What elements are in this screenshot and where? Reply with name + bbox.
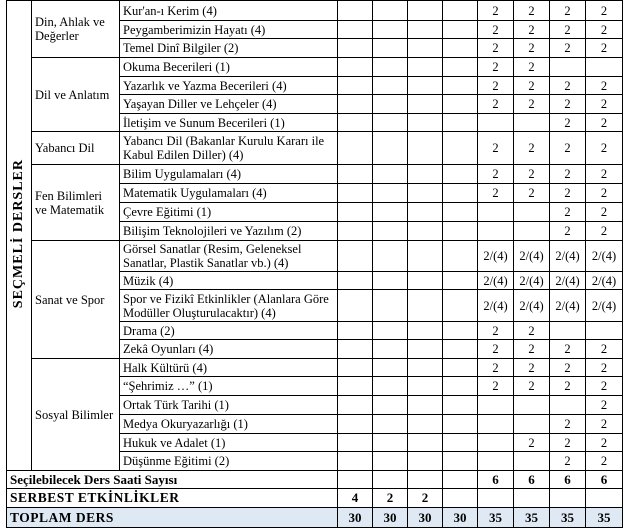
hours-cell: [338, 290, 373, 322]
hours-cell: [338, 272, 373, 290]
hours-cell: [408, 58, 443, 77]
hours-cell: [514, 222, 550, 241]
selectable-hours-label: Seçilebilecek Ders Saati Sayısı: [7, 471, 338, 489]
course-name: Ortak Türk Tarihi (1): [120, 396, 338, 415]
selectable-hours-cell: 6: [550, 471, 586, 489]
total-hours-cell: 30: [373, 508, 408, 528]
hours-cell: [443, 340, 478, 359]
course-name: Peygamberimizin Hayatı (4): [120, 21, 338, 39]
hours-cell: 2: [586, 77, 623, 95]
hours-cell: [443, 114, 478, 132]
hours-cell: 2/(4): [550, 290, 586, 322]
hours-cell: [514, 452, 550, 471]
hours-cell: [408, 377, 443, 396]
hours-cell: [338, 359, 373, 377]
course-name: Temel Dinî Bilgiler (2): [120, 39, 338, 58]
hours-cell: 2: [586, 21, 623, 39]
hours-cell: 2: [514, 359, 550, 377]
hours-cell: [408, 340, 443, 359]
hours-cell: 2: [550, 452, 586, 471]
hours-cell: 2: [550, 77, 586, 95]
hours-cell: 2: [550, 132, 586, 165]
hours-cell: [514, 396, 550, 415]
hours-cell: [338, 396, 373, 415]
hours-cell: [338, 39, 373, 58]
course-name: Düşünme Eğitimi (2): [120, 452, 338, 471]
hours-cell: [478, 114, 514, 132]
hours-cell: [408, 272, 443, 290]
selectable-hours-cell: 6: [478, 471, 514, 489]
hours-cell: 2/(4): [586, 241, 623, 272]
hours-cell: [373, 39, 408, 58]
hours-cell: 2: [550, 415, 586, 434]
course-name: İletişim ve Sunum Becerileri (1): [120, 114, 338, 132]
hours-cell: 2: [514, 58, 550, 77]
hours-cell: 2: [514, 95, 550, 114]
total-hours-cell: 35: [550, 508, 586, 528]
hours-cell: 2: [478, 39, 514, 58]
section-label-text: SEÇMELİ DERSLER: [11, 159, 26, 309]
hours-cell: 2/(4): [586, 290, 623, 322]
hours-cell: [373, 377, 408, 396]
free-activities-cell: [478, 489, 514, 508]
hours-cell: 2/(4): [514, 272, 550, 290]
hours-cell: [478, 396, 514, 415]
hours-cell: 2/(4): [478, 272, 514, 290]
hours-cell: [408, 203, 443, 222]
hours-cell: [443, 203, 478, 222]
hours-cell: 2/(4): [514, 241, 550, 272]
hours-cell: [373, 359, 408, 377]
hours-cell: [408, 396, 443, 415]
hours-cell: 2: [550, 114, 586, 132]
hours-cell: [443, 322, 478, 340]
hours-cell: 2/(4): [514, 290, 550, 322]
hours-cell: 2: [586, 184, 623, 203]
selectable-hours-cell: [408, 471, 443, 489]
hours-cell: [408, 39, 443, 58]
course-row: [7, 359, 623, 377]
hours-cell: 2: [478, 132, 514, 165]
course-name: Drama (2): [120, 322, 338, 340]
area-label: Fen Bilimleri ve Matematik: [32, 165, 120, 241]
hours-cell: 2: [550, 1, 586, 21]
hours-cell: 2: [514, 340, 550, 359]
hours-cell: [373, 415, 408, 434]
hours-cell: [373, 203, 408, 222]
hours-cell: 2: [478, 184, 514, 203]
hours-cell: [408, 21, 443, 39]
hours-cell: 2: [586, 222, 623, 241]
hours-cell: 2: [514, 132, 550, 165]
table-body: [7, 1, 623, 528]
hours-cell: [586, 322, 623, 340]
hours-cell: [514, 203, 550, 222]
hours-cell: [478, 222, 514, 241]
hours-cell: [338, 114, 373, 132]
hours-cell: [373, 165, 408, 184]
hours-cell: 2: [514, 377, 550, 396]
course-row: [7, 165, 623, 184]
hours-cell: [586, 58, 623, 77]
selectable-hours-cell: 6: [514, 471, 550, 489]
hours-cell: 2: [550, 184, 586, 203]
hours-cell: [443, 452, 478, 471]
total-hours-cell: 30: [338, 508, 373, 528]
hours-cell: [373, 77, 408, 95]
free-activities-cell: [586, 489, 623, 508]
hours-cell: 2: [550, 434, 586, 452]
curriculum-table: [6, 0, 623, 528]
hours-cell: [373, 132, 408, 165]
hours-cell: [373, 184, 408, 203]
hours-cell: 2: [550, 222, 586, 241]
hours-cell: [443, 77, 478, 95]
hours-cell: 2: [586, 434, 623, 452]
hours-cell: [373, 95, 408, 114]
hours-cell: 2: [514, 77, 550, 95]
hours-cell: 2: [586, 165, 623, 184]
hours-cell: 2: [478, 359, 514, 377]
free-activities-cell: [514, 489, 550, 508]
hours-cell: [443, 95, 478, 114]
hours-cell: [373, 396, 408, 415]
course-row: [7, 58, 623, 77]
hours-cell: [338, 241, 373, 272]
hours-cell: [514, 114, 550, 132]
course-name: Okuma Becerileri (1): [120, 58, 338, 77]
hours-cell: 2: [550, 39, 586, 58]
selectable-hours-cell: [338, 471, 373, 489]
hours-cell: [408, 165, 443, 184]
hours-cell: [443, 396, 478, 415]
total-hours-cell: 35: [586, 508, 623, 528]
hours-cell: [338, 415, 373, 434]
hours-cell: 2: [478, 322, 514, 340]
hours-cell: 2: [550, 359, 586, 377]
total-hours-label: TOPLAM DERS: [7, 508, 338, 528]
hours-cell: 2: [514, 39, 550, 58]
hours-cell: 2: [550, 21, 586, 39]
hours-cell: [408, 359, 443, 377]
hours-cell: [443, 165, 478, 184]
course-name: Bilim Uygulamaları (4): [120, 165, 338, 184]
course-name: Matematik Uygulamaları (4): [120, 184, 338, 203]
hours-cell: 2/(4): [478, 290, 514, 322]
selectable-hours-cell: [443, 471, 478, 489]
hours-cell: 2: [478, 58, 514, 77]
hours-cell: [443, 377, 478, 396]
course-name: Hukuk ve Adalet (1): [120, 434, 338, 452]
hours-cell: [408, 434, 443, 452]
course-name: Halk Kültürü (4): [120, 359, 338, 377]
hours-cell: 2: [478, 377, 514, 396]
free-activities-cell: 2: [408, 489, 443, 508]
free-activities-row: [7, 489, 623, 508]
hours-cell: [408, 114, 443, 132]
hours-cell: 2: [586, 452, 623, 471]
hours-cell: 2: [478, 165, 514, 184]
hours-cell: [373, 114, 408, 132]
hours-cell: [338, 58, 373, 77]
hours-cell: [373, 272, 408, 290]
hours-cell: [338, 165, 373, 184]
course-name: Görsel Sanatlar (Resim, Geleneksel Sanatlar, Plastik Sanatlar vb.) (4): [120, 241, 338, 272]
course-name: Yazarlık ve Yazma Becerileri (4): [120, 77, 338, 95]
hours-cell: [408, 241, 443, 272]
free-activities-cell: [550, 489, 586, 508]
hours-cell: 2: [586, 203, 623, 222]
free-activities-cell: 4: [338, 489, 373, 508]
hours-cell: [373, 222, 408, 241]
hours-cell: [338, 184, 373, 203]
hours-cell: 2: [478, 340, 514, 359]
selectable-hours-cell: 6: [586, 471, 623, 489]
area-label: Yabancı Dil: [32, 132, 120, 165]
hours-cell: [550, 322, 586, 340]
hours-cell: [338, 95, 373, 114]
hours-cell: 2: [478, 95, 514, 114]
hours-cell: 2: [586, 132, 623, 165]
hours-cell: [373, 21, 408, 39]
hours-cell: [373, 58, 408, 77]
hours-cell: 2: [550, 340, 586, 359]
hours-cell: 2: [586, 415, 623, 434]
hours-cell: [443, 290, 478, 322]
course-row: [7, 241, 623, 272]
hours-cell: [373, 452, 408, 471]
hours-cell: [373, 322, 408, 340]
free-activities-cell: [443, 489, 478, 508]
total-hours-cell: 30: [408, 508, 443, 528]
hours-cell: [443, 415, 478, 434]
course-name: Müzik (4): [120, 272, 338, 290]
hours-cell: [373, 340, 408, 359]
course-name: “Şehrimiz …” (1): [120, 377, 338, 396]
hours-cell: [478, 415, 514, 434]
hours-cell: [443, 272, 478, 290]
hours-cell: 2: [514, 322, 550, 340]
total-hours-cell: 30: [443, 508, 478, 528]
hours-cell: [338, 340, 373, 359]
hours-cell: [408, 222, 443, 241]
hours-cell: 2: [586, 377, 623, 396]
hours-cell: [338, 77, 373, 95]
hours-cell: [443, 1, 478, 21]
hours-cell: [408, 132, 443, 165]
hours-cell: [443, 184, 478, 203]
hours-cell: [338, 452, 373, 471]
hours-cell: [338, 322, 373, 340]
hours-cell: [478, 203, 514, 222]
hours-cell: 2: [586, 359, 623, 377]
selectable-hours-row: [7, 471, 623, 489]
hours-cell: [373, 290, 408, 322]
hours-cell: [408, 322, 443, 340]
hours-cell: 2/(4): [478, 241, 514, 272]
area-label: Din, Ahlak ve Değerler: [32, 1, 120, 58]
hours-cell: [408, 95, 443, 114]
course-name: Bilişim Teknolojileri ve Yazılım (2): [120, 222, 338, 241]
hours-cell: [443, 132, 478, 165]
hours-cell: [443, 359, 478, 377]
total-hours-cell: 35: [478, 508, 514, 528]
hours-cell: [338, 132, 373, 165]
course-name: Yaşayan Diller ve Lehçeler (4): [120, 95, 338, 114]
hours-cell: 2: [514, 165, 550, 184]
hours-cell: 2: [586, 396, 623, 415]
hours-cell: 2: [478, 1, 514, 21]
hours-cell: [338, 434, 373, 452]
free-activities-label: SERBEST ETKİNLİKLER: [7, 489, 338, 508]
total-hours-row: [7, 508, 623, 528]
course-name: Zekâ Oyunları (4): [120, 340, 338, 359]
hours-cell: 2: [586, 114, 623, 132]
course-name: Kur'an-ı Kerim (4): [120, 1, 338, 21]
hours-cell: [373, 1, 408, 21]
hours-cell: [443, 21, 478, 39]
hours-cell: [408, 452, 443, 471]
course-name: Spor ve Fizikî Etkinlikler (Alanlara Göre Modüller Oluşturulacaktır) (4): [120, 290, 338, 322]
course-name: Çevre Eğitimi (1): [120, 203, 338, 222]
hours-cell: [373, 241, 408, 272]
area-label: Sanat ve Spor: [32, 241, 120, 359]
hours-cell: 2/(4): [586, 272, 623, 290]
hours-cell: [443, 39, 478, 58]
hours-cell: [408, 77, 443, 95]
hours-cell: 2: [478, 77, 514, 95]
hours-cell: [408, 415, 443, 434]
hours-cell: [338, 1, 373, 21]
hours-cell: [443, 434, 478, 452]
selectable-hours-cell: [373, 471, 408, 489]
hours-cell: [550, 396, 586, 415]
hours-cell: 2: [586, 340, 623, 359]
hours-cell: 2: [586, 95, 623, 114]
hours-cell: [408, 290, 443, 322]
hours-cell: 2: [550, 95, 586, 114]
hours-cell: 2: [478, 21, 514, 39]
hours-cell: [338, 21, 373, 39]
area-label: Dil ve Anlatım: [32, 58, 120, 132]
hours-cell: [514, 415, 550, 434]
hours-cell: [338, 222, 373, 241]
hours-cell: 2/(4): [550, 272, 586, 290]
hours-cell: 2: [514, 1, 550, 21]
hours-cell: 2/(4): [550, 241, 586, 272]
course-name: Yabancı Dil (Bakanlar Kurulu Kararı ile Kabul Edilen Diller) (4): [120, 132, 338, 165]
hours-cell: [550, 58, 586, 77]
hours-cell: 2: [586, 39, 623, 58]
hours-cell: [408, 184, 443, 203]
hours-cell: 2: [586, 1, 623, 21]
hours-cell: [338, 377, 373, 396]
hours-cell: [338, 203, 373, 222]
hours-cell: [443, 222, 478, 241]
hours-cell: [478, 452, 514, 471]
hours-cell: [443, 241, 478, 272]
hours-cell: 2: [550, 203, 586, 222]
hours-cell: 2: [514, 184, 550, 203]
hours-cell: [408, 1, 443, 21]
hours-cell: 2: [514, 434, 550, 452]
area-label: Sosyal Bilimler: [32, 359, 120, 471]
hours-cell: 2: [550, 165, 586, 184]
hours-cell: [478, 434, 514, 452]
course-name: Medya Okuryazarlığı (1): [120, 415, 338, 434]
hours-cell: [373, 434, 408, 452]
hours-cell: 2: [550, 377, 586, 396]
course-row: [7, 132, 623, 165]
free-activities-cell: 2: [373, 489, 408, 508]
section-label: [7, 1, 32, 471]
total-hours-cell: 35: [514, 508, 550, 528]
course-row: [7, 1, 623, 21]
hours-cell: 2: [514, 21, 550, 39]
hours-cell: [443, 58, 478, 77]
